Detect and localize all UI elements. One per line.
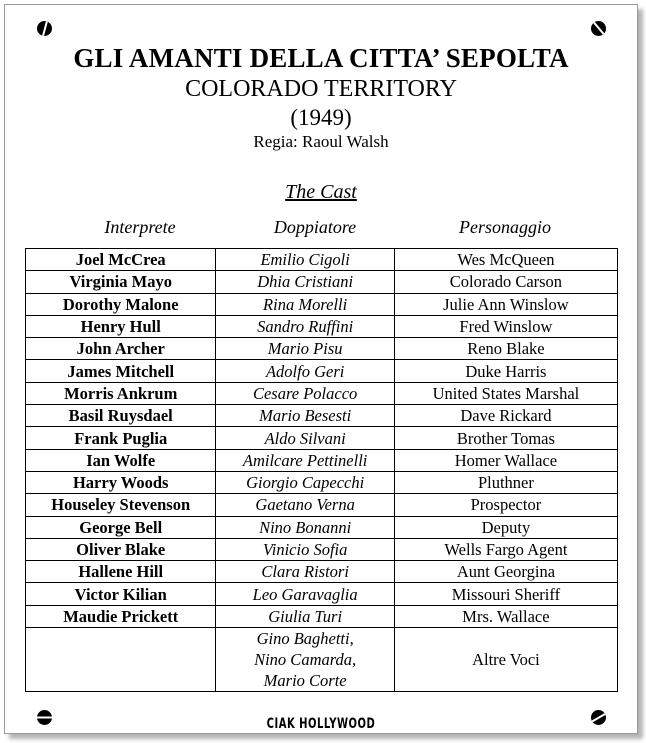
dubber-cell: Giorgio Capecchi [216, 471, 394, 493]
ciak-hollywood-logo: CIAK HOLLYWOOD [266, 717, 376, 733]
character-cell: Aunt Georgina [394, 561, 617, 583]
character-cell: Wes McQueen [394, 249, 617, 271]
table-row [26, 338, 618, 360]
dubber-cell: Rina Morelli [216, 293, 394, 315]
director-credit: Regia: Raoul Walsh [253, 132, 389, 151]
column-header-character: Personaggio [459, 217, 551, 237]
dubber-cell: Cesare Polacco [216, 382, 394, 404]
table-row [26, 516, 618, 538]
dubber-line: Nino Camarda, [254, 650, 357, 670]
actor-cell: Oliver Blake [26, 538, 216, 560]
actor-cell: Maudie Prickett [26, 605, 216, 627]
column-header-actor: Interprete [104, 217, 176, 237]
dubber-cell: Aldo Silvani [216, 427, 394, 449]
actor-cell-empty [26, 628, 216, 692]
actor-cell: Henry Hull [26, 315, 216, 337]
actor-cell: Dorothy Malone [26, 293, 216, 315]
actor-cell: Frank Puglia [26, 427, 216, 449]
dubber-cell: Emilio Cigoli [216, 249, 394, 271]
table-row [26, 271, 618, 293]
table-row [26, 561, 618, 583]
character-cell: Prospector [394, 494, 617, 516]
table-row [26, 249, 618, 271]
table-row [26, 471, 618, 493]
original-title: COLORADO TERRITORY [185, 76, 457, 102]
table-row [26, 605, 618, 627]
actor-cell: John Archer [26, 338, 216, 360]
actor-cell: George Bell [26, 516, 216, 538]
other-voices-character: Altre Voci [394, 628, 617, 692]
character-cell: Homer Wallace [394, 449, 617, 471]
actor-cell: Virginia Mayo [26, 271, 216, 293]
actor-cell: Joel McCrea [26, 249, 216, 271]
dubber-cell: Adolfo Geri [216, 360, 394, 382]
actor-cell: Victor Kilian [26, 583, 216, 605]
film-year: (1949) [290, 105, 352, 130]
dubber-cell: Amilcare Pettinelli [216, 449, 394, 471]
screw-icon [37, 21, 52, 36]
character-cell: Colorado Carson [394, 271, 617, 293]
character-cell: Pluthner [394, 471, 617, 493]
character-cell: Missouri Sheriff [394, 583, 617, 605]
dubber-line: Gino Baghetti, [256, 629, 354, 649]
dubber-cell: Mario Pisu [216, 338, 394, 360]
dubber-cell: Giulia Turi [216, 605, 394, 627]
character-cell: United States Marshal [394, 382, 617, 404]
table-row [26, 494, 618, 516]
character-cell: Wells Fargo Agent [394, 538, 617, 560]
dubber-cell: Vinicio Sofia [216, 538, 394, 560]
dubber-cell: Gaetano Verna [216, 494, 394, 516]
actor-cell: James Mitchell [26, 360, 216, 382]
cast-heading: The Cast [285, 181, 357, 203]
character-cell: Duke Harris [394, 360, 617, 382]
screw-icon [591, 21, 606, 36]
film-title: GLI AMANTI DELLA CITTA’ SEPOLTA [73, 43, 569, 73]
character-cell: Fred Winslow [394, 315, 617, 337]
character-cell: Deputy [394, 516, 617, 538]
table-row [26, 449, 618, 471]
dubber-cell: Clara Ristori [216, 561, 394, 583]
dubber-cell: Mario Besesti [216, 405, 394, 427]
table-row [26, 360, 618, 382]
actor-cell: Hallene Hill [26, 561, 216, 583]
character-cell: Julie Ann Winslow [394, 293, 617, 315]
dubber-cell: Sandro Ruffini [216, 315, 394, 337]
table-row [26, 538, 618, 560]
cast-table [25, 248, 618, 692]
character-cell: Mrs. Wallace [394, 605, 617, 627]
table-row [26, 315, 618, 337]
dubber-cell: Nino Bonanni [216, 516, 394, 538]
dubber-cell: Leo Garavaglia [216, 583, 394, 605]
table-row [26, 293, 618, 315]
cast-card [4, 4, 638, 734]
character-cell: Dave Rickard [394, 405, 617, 427]
table-row [26, 583, 618, 605]
dubber-line: Mario Corte [263, 671, 347, 691]
table-row [26, 405, 618, 427]
column-header-dubber: Doppiatore [273, 217, 357, 237]
actor-cell: Harry Woods [26, 471, 216, 493]
table-row [26, 382, 618, 404]
actor-cell: Morris Ankrum [26, 382, 216, 404]
actor-cell: Ian Wolfe [26, 449, 216, 471]
dubber-cell: Dhia Cristiani [216, 271, 394, 293]
table-row [26, 427, 618, 449]
other-voices-dubbers [216, 628, 394, 692]
table-row-other-voices [26, 628, 618, 692]
character-cell: Brother Tomas [394, 427, 617, 449]
character-cell: Reno Blake [394, 338, 617, 360]
actor-cell: Basil Ruysdael [26, 405, 216, 427]
actor-cell: Houseley Stevenson [26, 494, 216, 516]
